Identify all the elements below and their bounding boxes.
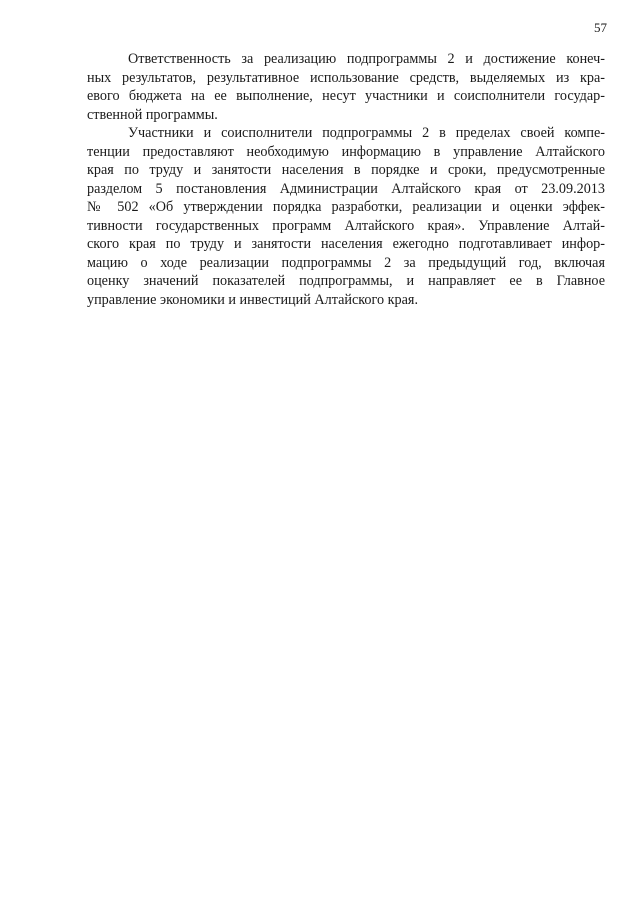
paragraph-reporting [87, 124, 605, 309]
text-line: оценку значений показателей подпрограммы, и направляет ее в Главное [87, 273, 605, 289]
text-line: разделом 5 постановления Администрации Алтайского края от 23.09.2013 [87, 180, 605, 197]
text-line: № 502 «Об утверждении порядка разработки, реализации и оценки эффек- [87, 199, 605, 215]
page-number: 57 [594, 20, 607, 35]
text-line: тенции предоставляют необходимую информацию в управление Алтайского [87, 143, 605, 160]
text-line: тивности государственных программ Алтайского края». Управление Алтай- [87, 217, 605, 234]
document-body [87, 50, 605, 309]
text-line: евого бюджета на ее выполнение, несут участники и соисполнители государ- [87, 88, 605, 104]
text-line: ского края по труду и занятости населения ежегодно подготавливает инфор- [87, 236, 605, 252]
text-line: края по труду и занятости населения в порядке и сроки, предусмотренные [87, 162, 605, 178]
text-line: Участники и соисполнители подпрограммы 2 в пределах своей компе- [128, 125, 605, 141]
paragraph-responsibility [87, 50, 605, 124]
text-line: ных результатов, результативное использование средств, выделяемых из кра- [87, 69, 605, 86]
text-line: Ответственность за реализацию подпрограммы 2 и достижение конеч- [128, 51, 605, 67]
text-line: управление экономики и инвестиций Алтайского края. [87, 291, 418, 308]
text-line: мацию о ходе реализации подпрограммы 2 за предыдущий год, включая [87, 254, 605, 271]
text-line: ственной программы. [87, 106, 218, 123]
